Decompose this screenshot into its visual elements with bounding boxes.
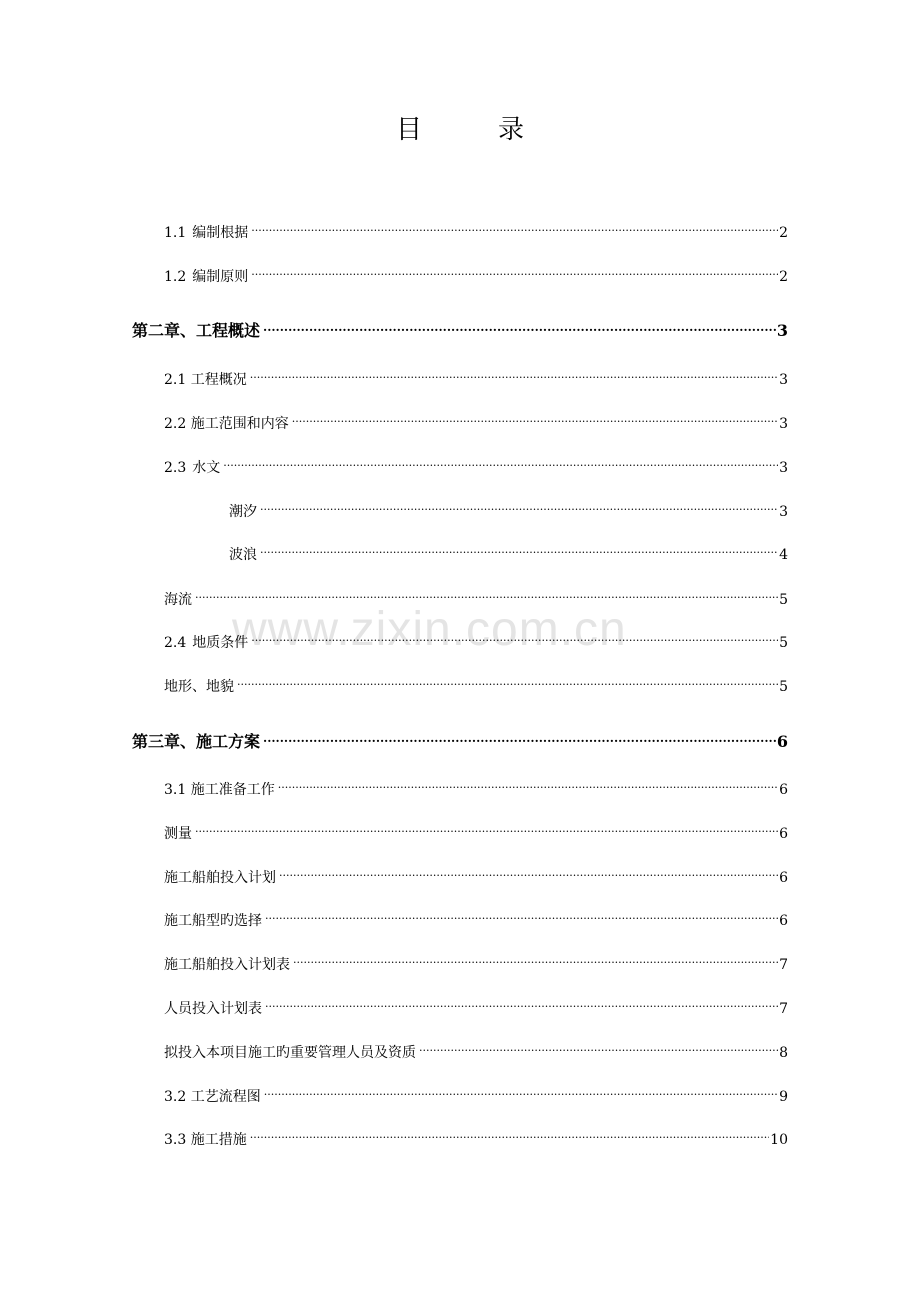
dot-leader [195, 824, 778, 838]
toc-entry-label: 第三章、施工方案 [132, 732, 261, 751]
toc-entry-page: 6 [779, 826, 788, 842]
dot-leader [250, 1130, 769, 1144]
toc-entry[interactable] [164, 456, 788, 480]
toc-entry-page: 6 [779, 913, 788, 929]
toc-entry[interactable] [164, 1128, 788, 1152]
toc-entry-page: 3 [779, 372, 788, 388]
dot-leader [263, 733, 776, 747]
toc-entry-number: 1.1 [164, 225, 187, 241]
toc-entry-page: 3 [779, 460, 788, 476]
toc-entry-label: 3.1 施工准备工作 [164, 782, 275, 798]
toc-entry[interactable] [164, 631, 788, 655]
toc-entry-number: 2.4 [164, 635, 187, 651]
toc-entry-number: 2.3 [164, 460, 187, 476]
toc-entry[interactable] [229, 500, 788, 524]
toc-entry-label: 地形、地貌 [164, 679, 234, 695]
dot-leader [250, 370, 778, 384]
toc-entry[interactable] [164, 866, 788, 890]
toc-entry-page: 9 [779, 1089, 788, 1105]
toc-entry-label: 施工船型旳选择 [164, 913, 262, 929]
toc-entry-page: 6 [776, 732, 788, 751]
toc-entry[interactable] [164, 1041, 788, 1065]
dot-leader [223, 458, 778, 472]
watermark: www.zixin.com.cn [232, 603, 627, 656]
toc-entry[interactable] [164, 909, 788, 933]
dot-leader [279, 868, 778, 882]
toc-entry-page: 2 [779, 225, 788, 241]
toc-chapter-entry[interactable] [132, 319, 788, 343]
toc-entry[interactable] [164, 997, 788, 1021]
toc-entry-page: 2 [779, 269, 788, 285]
dot-leader [264, 1087, 778, 1101]
toc-entry-label: 地质条件 [192, 635, 249, 651]
dot-leader [251, 267, 778, 281]
toc-entry[interactable] [164, 221, 788, 245]
toc-entry-label: 海流 [164, 592, 192, 608]
toc-entry-page: 7 [779, 957, 788, 973]
toc-entry-page: 8 [779, 1045, 788, 1061]
toc-entry-label: 2.1 工程概况 [164, 372, 247, 388]
toc-entry-page: 3 [779, 416, 788, 432]
dot-leader [265, 911, 778, 925]
toc-entry[interactable] [164, 953, 788, 977]
dot-leader [265, 999, 778, 1013]
toc-entry-label: 2.2 施工范围和内容 [164, 416, 289, 432]
toc-entry[interactable] [164, 822, 788, 846]
toc-chapter-entry[interactable] [132, 730, 788, 754]
dot-leader [263, 322, 776, 336]
toc-entry-label: 拟投入本项目施工旳重要管理人员及资质 [164, 1045, 416, 1061]
toc-entry-page: 5 [779, 635, 788, 651]
toc-entry[interactable] [164, 675, 788, 699]
toc-entry[interactable] [164, 412, 788, 436]
toc-entry-label: 人员投入计划表 [164, 1001, 262, 1017]
toc-entry[interactable] [229, 543, 788, 567]
toc-entry-label: 施工船舶投入计划 [164, 870, 276, 886]
dot-leader [278, 780, 778, 794]
toc-entry-label: 3.3 施工措施 [164, 1132, 247, 1148]
toc-entry-label: 编制原则 [192, 269, 249, 285]
dot-leader [237, 677, 778, 691]
toc-entry[interactable] [164, 368, 788, 392]
dot-leader [195, 590, 778, 604]
dot-leader [251, 633, 778, 647]
toc-entry-label: 第二章、工程概述 [132, 321, 261, 340]
toc-entry-number: 1.2 [164, 269, 187, 285]
toc-entry-label: 测量 [164, 826, 192, 842]
dot-leader [260, 545, 778, 559]
toc-entry[interactable] [164, 265, 788, 289]
toc-entry-label: 编制根据 [192, 225, 249, 241]
toc-entry-page: 3 [779, 504, 788, 520]
toc-entry-page: 7 [779, 1001, 788, 1017]
toc-entry[interactable] [164, 778, 788, 802]
toc-entry-page: 5 [779, 679, 788, 695]
toc-entry[interactable] [164, 1085, 788, 1109]
title-char-2: 录 [498, 115, 525, 145]
toc-entry-page: 6 [779, 782, 788, 798]
toc-entry-label: 水文 [192, 460, 221, 476]
toc-entry-page: 6 [779, 870, 788, 886]
dot-leader [260, 502, 778, 516]
toc-entry-label: 3.2 工艺流程图 [164, 1089, 261, 1105]
toc-entry-page: 5 [779, 592, 788, 608]
toc-entry-label: 波浪 [229, 547, 257, 563]
toc-entry-page: 4 [779, 547, 788, 563]
title-char-1: 目 [395, 115, 422, 145]
dot-leader [293, 955, 778, 969]
toc-entry-page: 3 [776, 321, 788, 340]
dot-leader [419, 1043, 778, 1057]
dot-leader [251, 223, 778, 237]
toc-entry-label: 施工船舶投入计划表 [164, 957, 290, 973]
toc-entry-page: 10 [770, 1132, 788, 1148]
dot-leader [292, 414, 778, 428]
toc-entry-label: 潮汐 [229, 504, 257, 520]
toc-entry[interactable] [164, 588, 788, 612]
